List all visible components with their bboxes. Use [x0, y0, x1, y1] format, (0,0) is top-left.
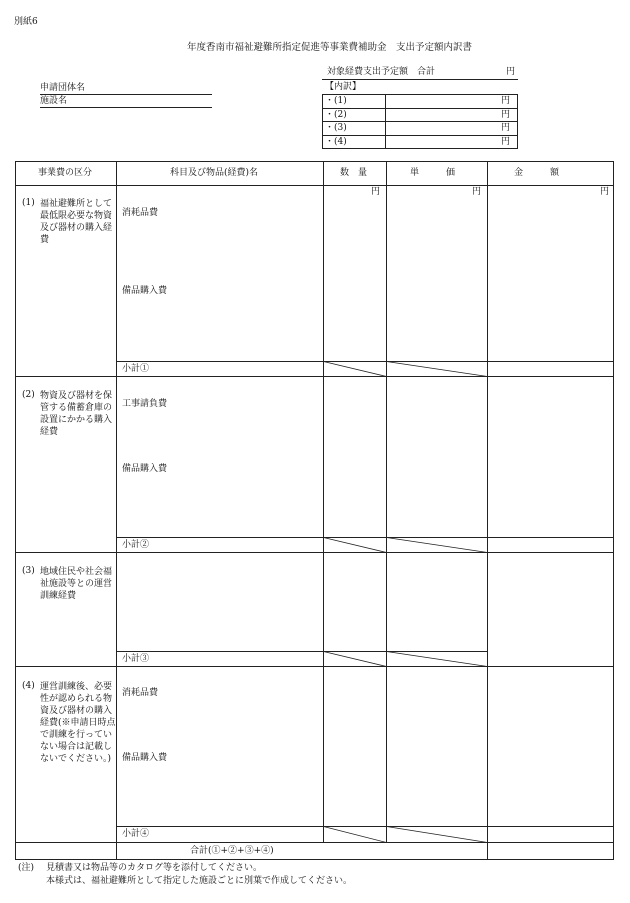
breakdown-row-label: ・(4) [325, 137, 347, 147]
section-3-subtotal: 小計③ [122, 654, 150, 664]
section-2-subtotal: 小計② [122, 540, 150, 550]
applicant-org-label: 申請団体名 [40, 83, 86, 93]
breakdown-heading: 【内訳】 [325, 82, 362, 92]
section-2-item: 工事請負費 [122, 399, 168, 409]
note-line: 見積書又は物品等のカタログ等を添付してください。 [46, 863, 263, 873]
section-4-number: (4) [22, 681, 35, 691]
section-4-subtotal: 小計④ [122, 829, 150, 839]
section-1-category: 福祉避難所として最低限必要な物資及び器材の購入経費 [40, 199, 113, 245]
applicant-facility-label: 施設名 [40, 96, 68, 106]
breakdown-row-unit: 円 [501, 96, 511, 106]
section-4-item: 備品購入費 [122, 753, 168, 763]
grand-total-label: 合計(①+②+③+④) [190, 846, 274, 856]
section-2-category: 物資及び器材を保管する備蓄倉庫の設置にかかる購入経費 [40, 391, 113, 437]
header-amount: 金 額 [514, 168, 560, 178]
section-2-number: (2) [22, 390, 35, 400]
section-3-category: 地域住民や社会福祉施設等との運営訓練経費 [40, 567, 113, 601]
section-1-number: (1) [22, 198, 35, 208]
amount-unit: 円 [600, 187, 610, 197]
section-1-item: 消耗品費 [122, 208, 159, 218]
header-category: 事業費の区分 [38, 168, 93, 178]
section-1-subtotal: 小計① [122, 364, 150, 374]
header-item-name: 科目及び物品(経費)名 [170, 168, 259, 178]
breakdown-row-label: ・(2) [325, 110, 347, 120]
section-4-category: 運営訓練後、必要性が認められる物資及び器材の購入経費(※申請日時点で訓練を行っていない場合は記載しないでください。) [40, 682, 116, 764]
breakdown-row-unit: 円 [501, 110, 511, 120]
note-line: 本様式は、福祉避難所として指定した施設ごとに別葉で作成してください。 [46, 876, 353, 886]
section-2-item: 備品購入費 [122, 464, 168, 474]
unit-price-unit: 円 [472, 187, 482, 197]
page-title: 年度香南市福祉避難所指定促進等事業費補助金 支出予定額内訳書 [187, 42, 473, 53]
total-label: 対象経費支出予定額 合計 [327, 67, 436, 77]
section-4-item: 消耗品費 [122, 688, 159, 698]
notes-prefix: (注) [18, 863, 35, 873]
header-unit-price: 単 価 [410, 168, 456, 178]
quantity-unit: 円 [371, 187, 381, 197]
breakdown-row-label: ・(3) [325, 123, 347, 133]
section-1-item: 備品購入費 [122, 286, 168, 296]
total-unit: 円 [506, 67, 516, 77]
breakdown-row-unit: 円 [501, 123, 511, 133]
breakdown-row-label: ・(1) [325, 96, 347, 106]
breakdown-row-unit: 円 [501, 137, 511, 147]
section-3-number: (3) [22, 566, 35, 576]
header-quantity: 数 量 [340, 168, 368, 178]
form-id: 別紙6 [14, 17, 38, 27]
